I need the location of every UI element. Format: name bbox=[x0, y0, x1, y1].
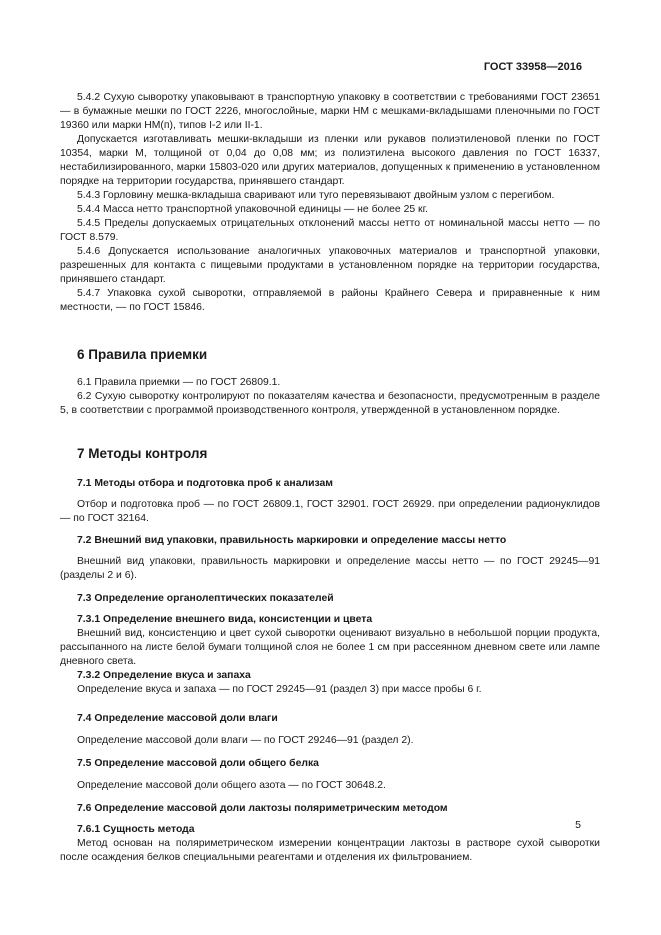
paragraph-7-3-1: Внешний вид, консистенцию и цвет сухой сыворотки оценивают визуально в небольшой порции продукта, рассыпанного на листе белой бумаги толщиной слоя не более 1 см при рассеянном дневном свете или лампе дневного света. bbox=[60, 628, 600, 667]
paragraph-7-4: Определение массовой доли влаги — по ГОСТ 29246—91 (раздел 2). bbox=[77, 735, 414, 746]
paragraph-7-5: Определение массовой доли общего азота — по ГОСТ 30648.2. bbox=[77, 780, 386, 791]
heading-7-3: 7.3 Определение органолептических показателей bbox=[77, 593, 334, 604]
heading-7-5: 7.5 Определение массовой доли общего белка bbox=[77, 758, 319, 769]
document-body bbox=[60, 91, 600, 865]
paragraph-5-4-2-continued: Допускается изготавливать мешки-вкладыши из пленки или рукавов полиэтиленовой пленки по ГОСТ 10354, марки М, толщиной от 0,04 до 0,08 мм; из полиэтилена высокого давления по ГОСТ 16337, нестабилизированного, марки 15803-020 или других материалов, допущенных к применению в установленном порядке на территории государства, принявшего стандарт. bbox=[60, 134, 600, 187]
paragraph-5-4-3: 5.4.3 Горловину мешка-вкладыша сваривают или туго перевязывают двойным узлом с перегибом. bbox=[77, 190, 555, 201]
paragraph-5-4-2: 5.4.2 Сухую сыворотку упаковывают в транспортную упаковку в соответствии с требованиями ГОСТ 23651 — в бумажные мешки по ГОСТ 2226, многослойные, марки НМ с мешками-вкладышами пленочными по ГОСТ 19360 или марки НМ(п), типов I-2 или II-1. bbox=[60, 92, 600, 131]
section-heading-6: 6 Правила приемки bbox=[77, 347, 208, 362]
paragraph-7-2: Внешний вид упаковки, правильность маркировки и определение массы нетто — по ГОСТ 29245—91 (разделы 2 и 6). bbox=[60, 556, 600, 581]
heading-7-3-2: 7.3.2 Определение вкуса и запаха bbox=[77, 670, 251, 681]
paragraph-7-1: Отбор и подготовка проб — по ГОСТ 26809.1, ГОСТ 32901. ГОСТ 26929. при определении радионуклидов — по ГОСТ 32164. bbox=[60, 499, 600, 524]
paragraph-5-4-5: 5.4.5 Пределы допускаемых отрицательных отклонений массы нетто от номинальной массы нетто — по ГОСТ 8.579. bbox=[60, 218, 600, 243]
page-number: 5 bbox=[575, 819, 581, 831]
heading-7-6-1: 7.6.1 Сущность метода bbox=[77, 824, 195, 835]
document-id: ГОСТ 33958—2016 bbox=[483, 61, 582, 73]
paragraph-5-4-4: 5.4.4 Масса нетто транспортной упаковочной единицы — не более 25 кг. bbox=[77, 204, 428, 215]
heading-7-6: 7.6 Определение массовой доли лактозы поляриметрическим методом bbox=[77, 803, 448, 814]
heading-7-4: 7.4 Определение массовой доли влаги bbox=[77, 713, 278, 724]
heading-7-1: 7.1 Методы отбора и подготовка проб к анализам bbox=[77, 478, 333, 489]
paragraph-6-1: 6.1 Правила приемки — по ГОСТ 26809.1. bbox=[77, 377, 281, 388]
heading-7-2: 7.2 Внешний вид упаковки, правильность маркировки и определение массы нетто bbox=[77, 535, 507, 546]
paragraph-6-2: 6.2 Сухую сыворотку контролируют по показателям качества и безопасности, предусмотренным в разделе 5, в соответствии с программой производственного контроля, утвержденной в установленном порядке. bbox=[60, 391, 600, 416]
paragraph-7-3-2: Определение вкуса и запаха — по ГОСТ 29245—91 (раздел 3) при массе пробы 6 г. bbox=[77, 684, 482, 695]
heading-7-3-1: 7.3.1 Определение внешнего вида, консистенции и цвета bbox=[77, 614, 373, 625]
paragraph-7-6-1: Метод основан на поляриметрическом измерении концентрации лактозы в растворе сухой сыворотки после осаждения белков специальными реагентами и отделения их фильтрованием. bbox=[60, 838, 600, 863]
section-heading-7: 7 Методы контроля bbox=[77, 446, 208, 461]
paragraph-5-4-7: 5.4.7 Упаковка сухой сыворотки, отправляемой в районы Крайнего Севера и приравненные к ним местности, — по ГОСТ 15846. bbox=[60, 288, 600, 313]
paragraph-5-4-6: 5.4.6 Допускается использование аналогичных упаковочных материалов и транспортной упаковки, разрешенных для контакта с пищевыми продуктами в установленном порядке на территории государства, принявшего стандарт. bbox=[60, 246, 600, 285]
